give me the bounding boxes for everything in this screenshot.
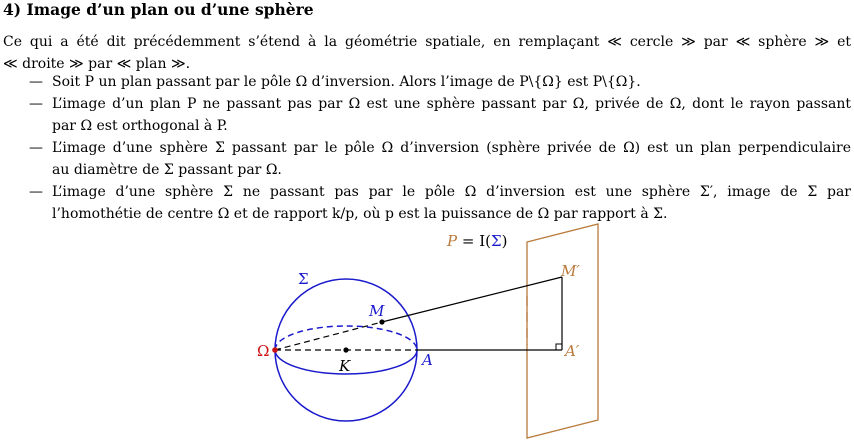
segment-m-mprime: [382, 277, 562, 322]
label-a-prime: A′: [565, 342, 580, 360]
label-m-prime: M′: [561, 262, 580, 280]
list-dash: —: [29, 96, 43, 112]
label-omega: Ω: [257, 342, 270, 360]
list-dash: —: [29, 74, 43, 90]
section-title: 4) Image d’un plan ou d’une sphère: [3, 0, 314, 19]
list-item-line-1: L’image d’une sphère Σ ne passant pas par le pôle Ω d’inversion est une sphère Σ′, image de Σ par: [52, 184, 851, 200]
list-item-line-1: Soit P un plan passant par le pôle Ω d’inversion. Alors l’image de P\{Ω} est P\{Ω}.: [52, 74, 641, 90]
list-item-line-1: L’image d’une sphère Σ passant par le pôle Ω d’inversion (sphère privée de Ω) est un plan perpendiculaire: [52, 140, 851, 156]
list-item-line-2: au diamètre de Σ passant par Ω.: [52, 162, 282, 178]
point-m: [379, 319, 384, 324]
point-k: [343, 347, 348, 352]
label-a: A: [422, 351, 433, 369]
list-item-line-2: l’homothétie de centre Ω et de rapport k/p, où p est la puissance de Ω par rapport à Σ.: [52, 206, 668, 222]
intro-line-1: Ce qui a été dit précédemment s’étend à la géométrie spatiale, en remplaçant ≪ cercle ≫ par ≪ sphère ≫ et: [3, 34, 851, 50]
label-sigma: Σ: [298, 270, 309, 288]
label-plane: P = I(Σ): [447, 232, 508, 250]
list-item-line-2: par Ω est orthogonal à P.: [52, 118, 228, 134]
right-angle-mark: [556, 344, 562, 350]
label-k: K: [339, 357, 351, 375]
list-dash: —: [29, 184, 43, 200]
list-item-line-1: L’image d’un plan P ne passant pas par Ω est une sphère passant par Ω, privée de Ω, dont le rayon passant: [52, 96, 851, 112]
list-dash: —: [29, 140, 43, 156]
sphere-equator-back: [275, 326, 417, 350]
intro-line-2: ≪ droite ≫ par ≪ plan ≫.: [3, 56, 191, 72]
point-omega: [272, 347, 278, 353]
label-m: M: [369, 302, 385, 320]
